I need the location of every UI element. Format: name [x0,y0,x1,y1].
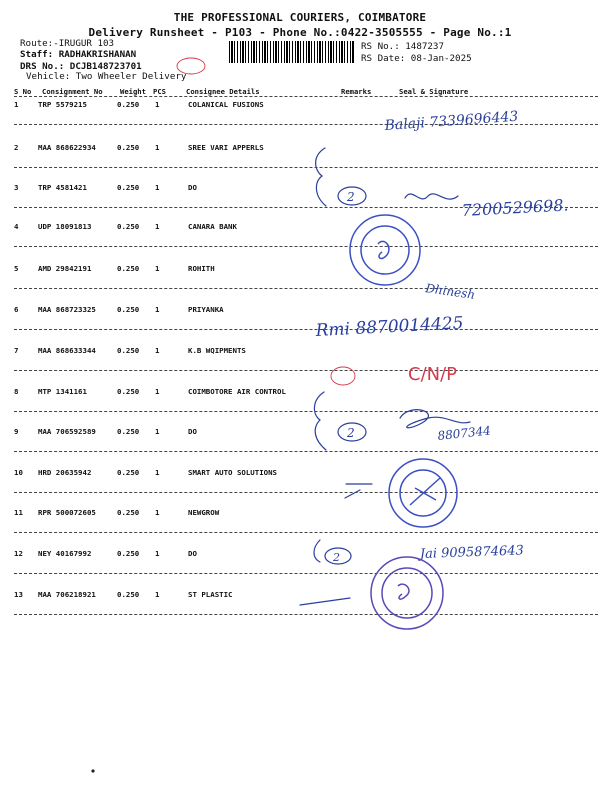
consignee-details: NEWGROW [188,508,220,517]
row-divider [14,124,598,125]
red-remark-row7: C/N/P [408,364,458,385]
col-pcs: PCS [153,87,166,96]
consignment-no: UDP 18091813 [38,222,92,231]
row-divider [14,573,598,574]
consignment-no: NEY 40167992 [38,549,92,558]
weight: 0.250 [117,549,140,558]
drs-number: DRS No.: DCJB148723701 [20,61,142,72]
row-divider [14,614,598,615]
consignment-no: TRP 4581421 [38,183,87,192]
circled-2-text-row12: 2 [333,551,340,564]
signature-12: Jai 9095874643 [419,543,525,562]
consignment-no: MAA 868633344 [38,346,96,355]
table-row [0,549,600,565]
circled-2-text-row3: 2 [347,190,355,204]
table-row [0,508,600,524]
row-sno: 13 [14,590,23,599]
weight: 0.250 [117,222,140,231]
pcs: 1 [155,346,160,355]
table-row [0,387,600,403]
row-divider [14,411,598,412]
consignee-details: DO [188,183,197,192]
staff-info: Staff: RADHAKRISHANAN [20,49,137,60]
row-divider [14,288,598,289]
circled-2-text-row9: 2 [347,426,355,440]
row-sno: 10 [14,468,23,477]
consignment-no: HRD 20635942 [38,468,92,477]
pcs: 1 [155,264,160,273]
barcode [229,41,354,63]
row-divider [14,246,598,247]
consignment-no: TRP 5579215 [38,100,87,109]
weight: 0.250 [117,264,140,273]
table-row [0,143,600,159]
pcs: 1 [155,427,160,436]
table-row [0,468,600,484]
table-row [0,305,600,321]
table-row [0,264,600,280]
weight: 0.250 [117,346,140,355]
pcs: 1 [155,549,160,558]
consignment-no: RPR 500072605 [38,508,96,517]
pcs: 1 [155,590,160,599]
row-divider [14,370,598,371]
row-sno: 4 [14,222,19,231]
col-consignee: Consignee Details [186,87,260,96]
col-sno: S No [14,87,32,96]
row-divider [14,207,598,208]
row-divider [14,532,598,533]
row-divider [14,167,598,168]
consignment-no: MAA 706592589 [38,427,96,436]
weight: 0.250 [117,468,140,477]
row-sno: 12 [14,549,23,558]
weight: 0.250 [117,590,140,599]
col-seal-signature: Seal & Signature [399,87,469,96]
pcs: 1 [155,387,160,396]
row-sno: 1 [14,100,19,109]
vehicle-info: Vehicle: Two Wheeler Delivery [26,71,187,82]
page-title-line-2: Delivery Runsheet - P103 - Phone No.:0422-3505555 - Page No.:1 [88,26,512,39]
consignee-details: K.B WQIPMENTS [188,346,246,355]
consignee-details: DO [188,549,197,558]
consignee-details: SMART AUTO SOLUTIONS [188,468,277,477]
table-row [0,346,600,362]
consignment-no: MAA 868723325 [38,305,96,314]
consignment-no: MTP 1341161 [38,387,87,396]
weight: 0.250 [117,143,140,152]
consignee-details: SREE VARI APPERLS [188,143,264,152]
pcs: 1 [155,143,160,152]
table-row [0,100,600,116]
row-sno: 5 [14,264,19,273]
signature-1: Balaji 7339696443 [384,108,519,134]
consignee-details: CANARA BANK [188,222,237,231]
signature-scribble-10 [345,484,372,498]
row-sno: 11 [14,508,23,517]
weight: 0.250 [117,183,140,192]
consignee-details: COLANICAL FUSIONS [188,100,264,109]
page-speck [91,769,94,772]
table-row [0,183,600,199]
weight: 0.250 [117,387,140,396]
row-divider [14,329,598,330]
consignee-details: ST PLASTIC [188,590,233,599]
row-sno: 6 [14,305,19,314]
consignment-no: AMD 29842191 [38,264,92,273]
col-weight: Weight [120,87,146,96]
weight: 0.250 [117,100,140,109]
signature-3: 7200529698. [461,195,569,220]
col-consignment: Consignment No [42,87,103,96]
table-row [0,427,600,443]
consignment-no: MAA 706218921 [38,590,96,599]
signature-scribble-8 [400,410,470,428]
consignee-details: DO [188,427,197,436]
row-sno: 7 [14,346,19,355]
pcs: 1 [155,508,160,517]
col-remarks: Remarks [341,87,372,96]
table-row [0,590,600,606]
signature-5: Dhinesh [424,281,476,302]
route-info: Route:-IRUGUR 103 [20,38,115,49]
row-sno: 9 [14,427,19,436]
header-rule [14,96,598,97]
weight: 0.250 [117,305,140,314]
pcs: 1 [155,468,160,477]
row-sno: 3 [14,183,19,192]
weight: 0.250 [117,508,140,517]
consignee-details: COIMBOTORE AIR CONTROL [188,387,286,396]
pcs: 1 [155,222,160,231]
row-divider [14,451,598,452]
row-divider [14,492,598,493]
signature-9: 8807344 [436,423,492,443]
row-sno: 2 [14,143,19,152]
rs-number: RS No.: 1487237 [361,41,444,52]
pcs: 1 [155,305,160,314]
pcs: 1 [155,183,160,192]
weight: 0.250 [117,427,140,436]
consignee-details: PRIYANKA [188,305,224,314]
pcs: 1 [155,100,160,109]
consignee-details: ROHITH [188,264,215,273]
table-row [0,222,600,238]
consignment-no: MAA 868622934 [38,143,96,152]
row-sno: 8 [14,387,19,396]
rs-date: RS Date: 08-Jan-2025 [361,53,472,64]
page-title-line-1: THE PROFESSIONAL COURIERS, COIMBATORE [173,11,427,24]
signature-6: Rmi 8870014425 [315,313,464,341]
